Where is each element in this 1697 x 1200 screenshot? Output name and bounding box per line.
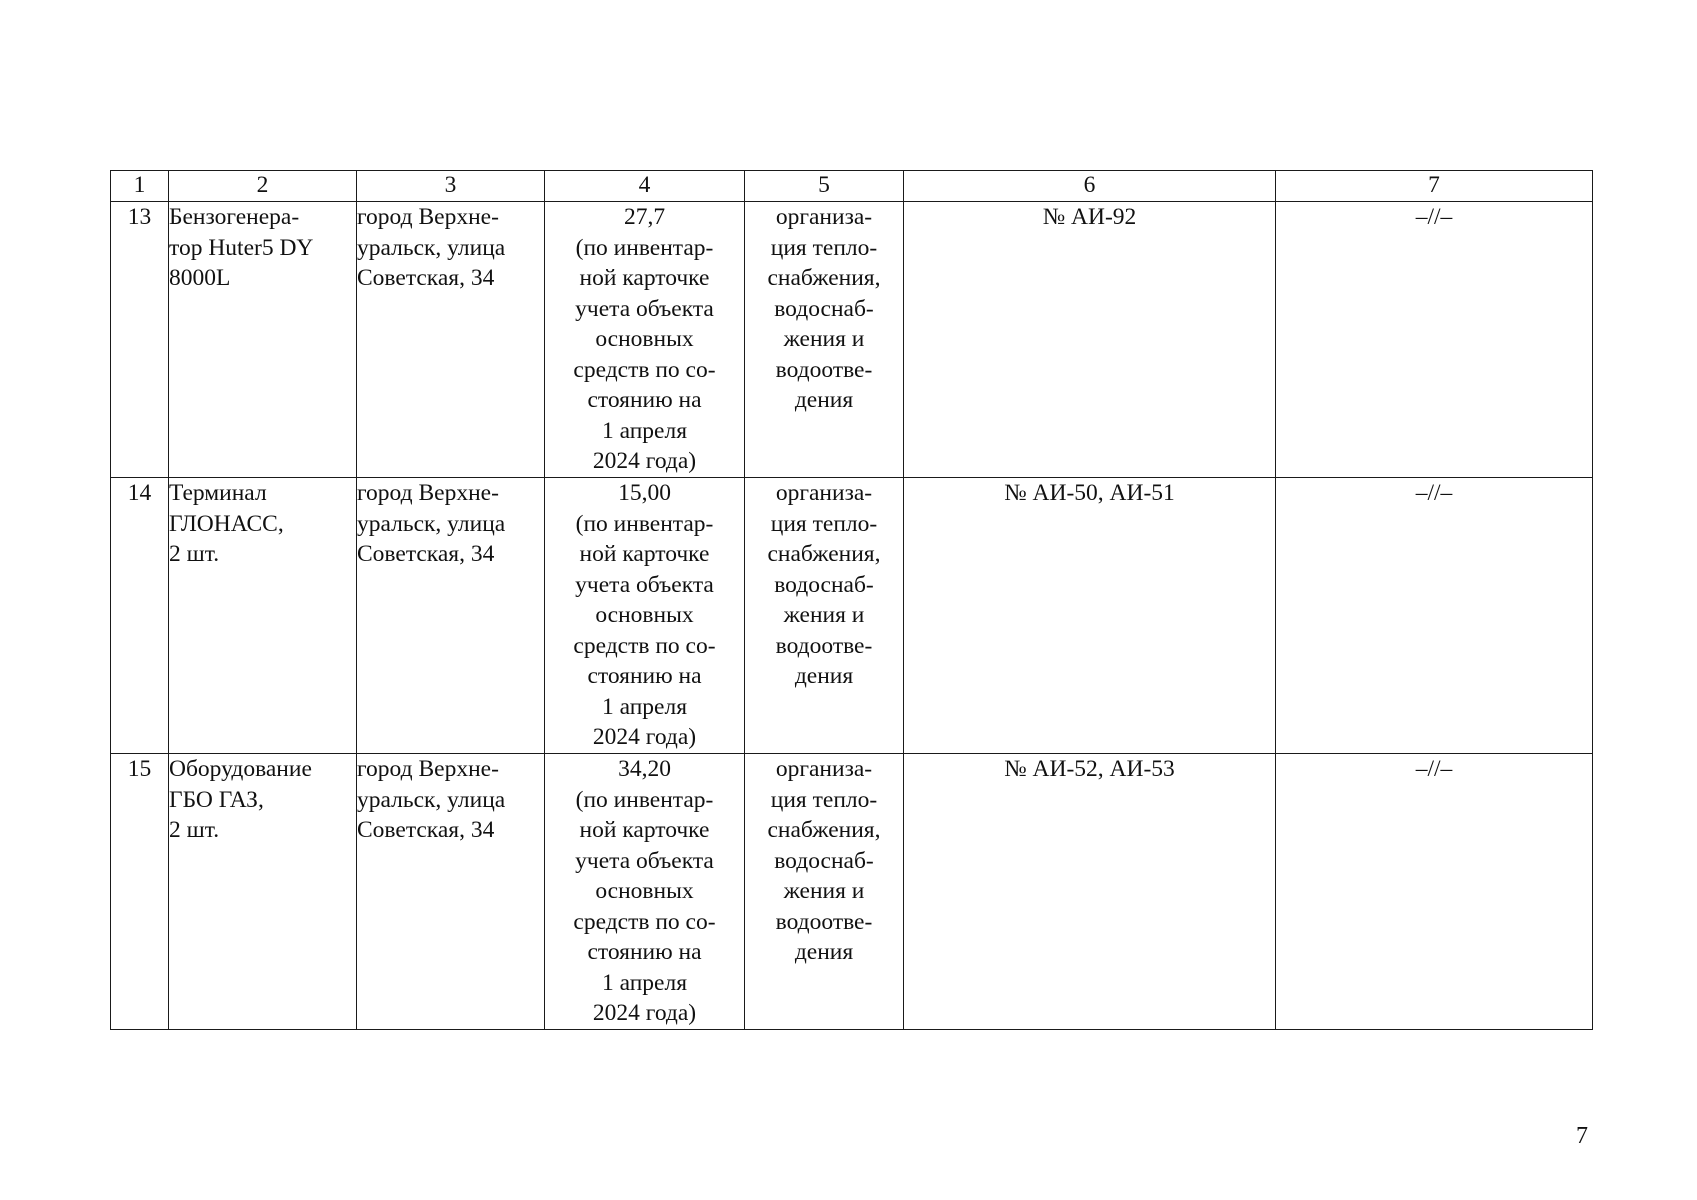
row-number: 15: [127, 756, 152, 782]
item-name: Оборудование ГБО ГАЗ, 2 шт.: [169, 756, 312, 843]
item-purpose: организа- ция тепло- снабжения, водоснаб- жения и водоотве- дения: [767, 480, 881, 689]
item-address: город Верхне- уральск, улица Советская, 34: [357, 480, 506, 567]
column-number: 1: [111, 171, 169, 202]
column-number: 7: [1276, 171, 1593, 202]
row-number: 14: [127, 480, 152, 506]
table-row: [111, 754, 1593, 1030]
column-number: 2: [169, 171, 357, 202]
item-note: –//–: [1415, 480, 1453, 506]
item-identifiers: № АИ-92: [1042, 204, 1137, 230]
item-purpose: организа- ция тепло- снабжения, водоснаб- жения и водоотве- дения: [767, 204, 881, 413]
item-name: Бензогенера- тор Huter5 DY 8000L: [169, 204, 314, 291]
item-address: город Верхне- уральск, улица Советская, 34: [357, 756, 506, 843]
item-address: город Верхне- уральск, улица Советская, 34: [357, 204, 506, 291]
property-table: [110, 170, 1593, 1030]
column-number: 6: [904, 171, 1276, 202]
column-number: 4: [545, 171, 745, 202]
item-value: 27,7 (по инвентар- ной карточке учета объекта основных средств по со- стоянию на 1 апреля 2024 года): [573, 204, 716, 474]
column-number: 3: [357, 171, 545, 202]
column-number: 5: [745, 171, 904, 202]
item-note: –//–: [1415, 204, 1453, 230]
item-purpose: организа- ция тепло- снабжения, водоснаб- жения и водоотве- дения: [767, 756, 881, 965]
item-identifiers: № АИ-50, АИ-51: [1004, 480, 1175, 506]
item-value: 34,20 (по инвентар- ной карточке учета объекта основных средств по со- стоянию на 1 апреля 2024 года): [573, 756, 716, 1026]
item-name: Терминал ГЛОНАСС, 2 шт.: [169, 480, 284, 567]
table-row: [111, 202, 1593, 478]
page-number: 7: [1576, 1123, 1588, 1149]
row-number: 13: [127, 204, 152, 230]
item-note: –//–: [1415, 756, 1453, 782]
table-row: [111, 478, 1593, 754]
column-number-row: [111, 171, 1593, 202]
item-value: 15,00 (по инвентар- ной карточке учета объекта основных средств по со- стоянию на 1 апреля 2024 года): [573, 480, 716, 750]
item-identifiers: № АИ-52, АИ-53: [1004, 756, 1175, 782]
